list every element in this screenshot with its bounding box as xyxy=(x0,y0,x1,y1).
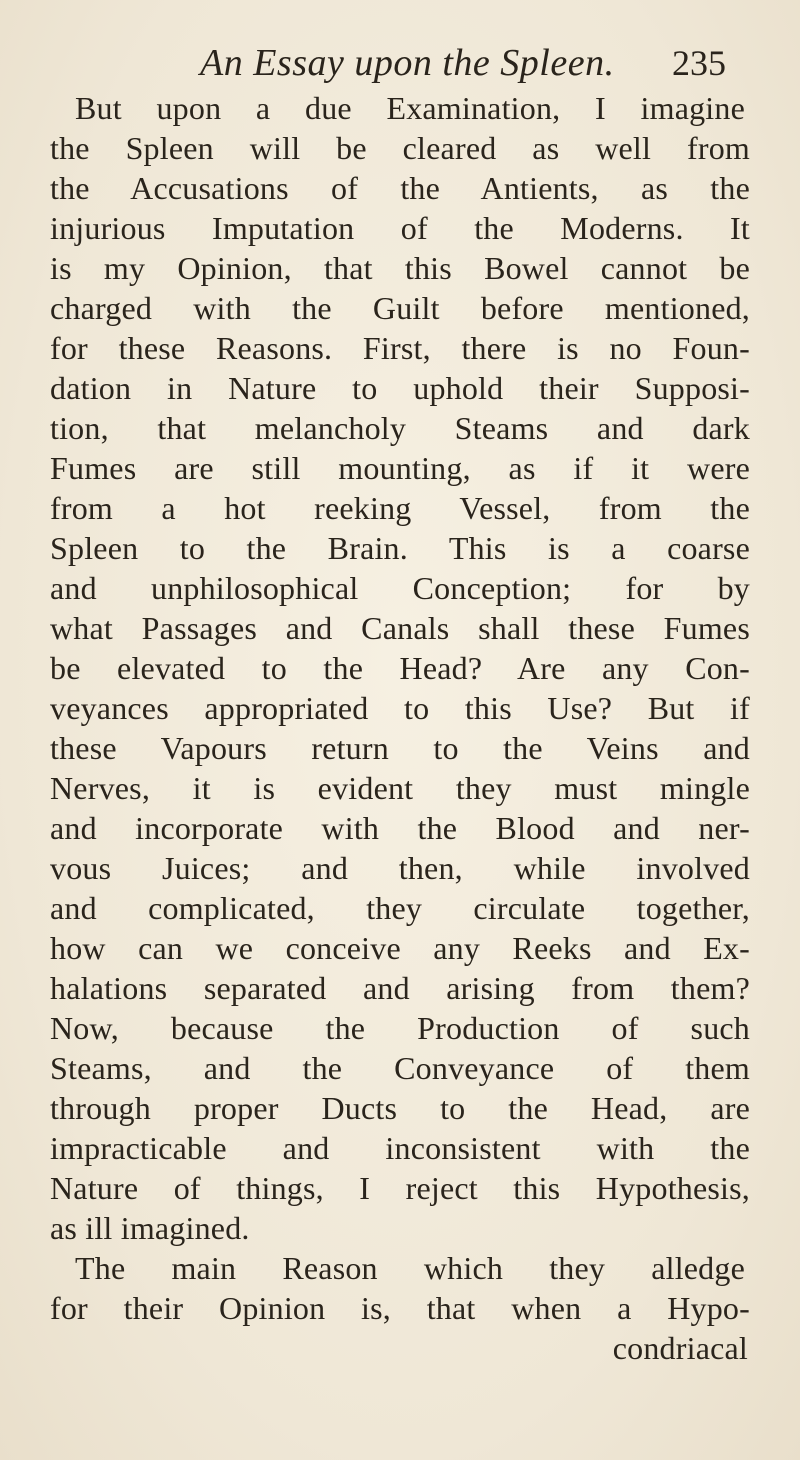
running-head: An Essay upon the Spleen. xyxy=(200,42,615,84)
text-line: for their Opinion is, that when a Hypo- xyxy=(50,1290,750,1326)
text-line: tion, that melancholy Steams and dark xyxy=(50,410,750,446)
text-line: dation in Nature to uphold their Supposi- xyxy=(50,370,750,406)
text-line: Steams, and the Conveyance of them xyxy=(50,1050,750,1086)
text-line: how can we conceive any Reeks and Ex- xyxy=(50,930,750,966)
text-line: from a hot reeking Vessel, from the xyxy=(50,490,750,526)
text-line: and unphilosophical Conception; for by xyxy=(50,570,750,606)
text-line: the Spleen will be cleared as well from xyxy=(50,130,750,166)
text-line: be elevated to the Head? Are any Con- xyxy=(50,650,750,686)
text-line: these Vapours return to the Veins and xyxy=(50,730,750,766)
text-line: is my Opinion, that this Bowel cannot be xyxy=(50,250,750,286)
text-line: The main Reason which they alledge xyxy=(75,1250,745,1286)
text-line: vous Juices; and then, while involved xyxy=(50,850,750,886)
text-line: Fumes are still mounting, as if it were xyxy=(50,450,750,486)
text-line: Spleen to the Brain. This is a coarse xyxy=(50,530,750,566)
text-line: But upon a due Examination, I imagine xyxy=(75,90,745,126)
page-number: 235 xyxy=(672,43,726,83)
text-line: for these Reasons. First, there is no Foun- xyxy=(50,330,750,366)
text-line: what Passages and Canals shall these Fumes xyxy=(50,610,750,646)
text-line: as ill imagined. xyxy=(50,1210,250,1246)
page-header xyxy=(0,38,800,88)
text-line: Nature of things, I reject this Hypothesis, xyxy=(50,1170,750,1206)
text-line: impracticable and inconsistent with the xyxy=(50,1130,750,1166)
text-line: charged with the Guilt before mentioned, xyxy=(50,290,750,326)
text-line: Nerves, it is evident they must mingle xyxy=(50,770,750,806)
text-line: halations separated and arising from them? xyxy=(50,970,750,1006)
text-line: and complicated, they circulate together, xyxy=(50,890,750,926)
text-line: veyances appropriated to this Use? But if xyxy=(50,690,750,726)
text-line: Now, because the Production of such xyxy=(50,1010,750,1046)
text-line: through proper Ducts to the Head, are xyxy=(50,1090,750,1126)
text-line: and incorporate with the Blood and ner- xyxy=(50,810,750,846)
text-line: the Accusations of the Antients, as the xyxy=(50,170,750,206)
text-line: injurious Imputation of the Moderns. It xyxy=(50,210,750,246)
catchword: condriacal xyxy=(612,1330,748,1366)
